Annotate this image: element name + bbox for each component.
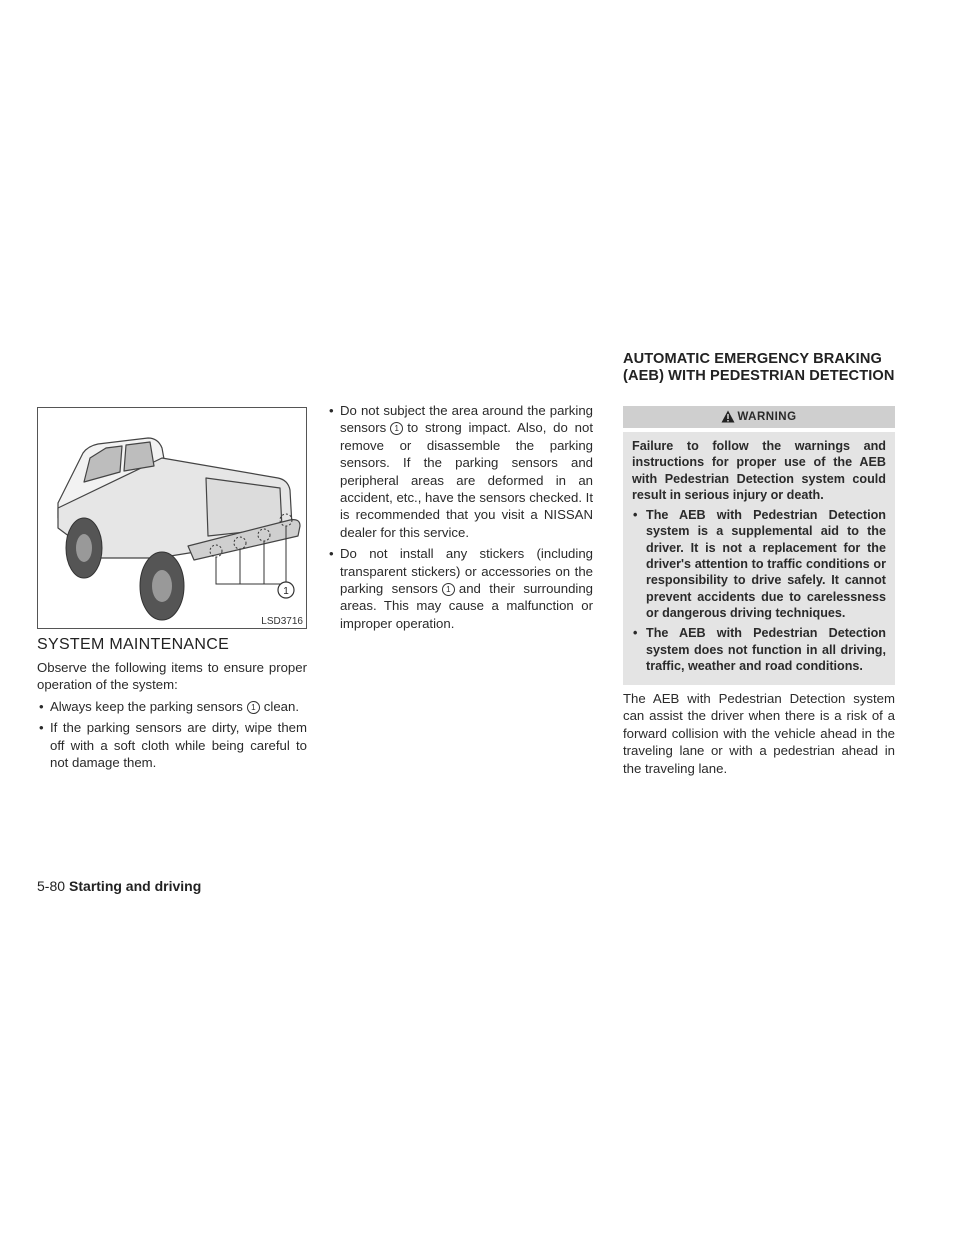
intro-paragraph: Observe the following items to ensure proper operation of the system:: [37, 660, 307, 693]
truck-illustration: [37, 407, 307, 629]
warning-header: [623, 406, 895, 428]
warning-box: [623, 432, 895, 685]
ref-number-icon: 1: [390, 422, 403, 435]
heading-line: (AEB) WITH PEDESTRIAN DETECTION: [623, 368, 895, 384]
aeb-heading: [623, 351, 894, 385]
heading-line: AUTOMATIC EMERGENCY BRAKING: [623, 351, 882, 367]
bullet-text: clean.: [263, 698, 299, 714]
list-item: • If the parking sensors are dirty, wipe them off with a soft cloth while being careful to not damage them.: [37, 719, 307, 771]
maintenance-list-continued: [327, 402, 593, 632]
aeb-description: The AEB with Pedestrian Detection system can assist the driver when there is a risk of a forward collision with the vehicle ahead in the traveling lane or with a pedestrian ahead in the traveling lane.: [623, 691, 895, 776]
figure-code: LSD3716: [261, 616, 303, 627]
warning-icon: [721, 410, 735, 423]
ref-number-icon: 1: [247, 701, 260, 714]
page-footer: [37, 878, 201, 894]
truck-drawing: [38, 408, 306, 628]
chapter-name: Starting and driving: [69, 878, 202, 894]
list-item: [327, 402, 593, 541]
warning-intro: Failure to follow the warnings and instructions for proper use of the AEB with Pedestrian Detection system could result in serious injury or death.: [632, 439, 886, 502]
bullet-text: and their surrounding areas. This may cause a malfunction or improper operation.: [340, 581, 594, 631]
section-title: SYSTEM MAINTENANCE: [37, 636, 230, 653]
page-number: 5-80: [37, 878, 66, 894]
list-item: [37, 698, 307, 715]
maintenance-list: [37, 698, 307, 772]
list-item: [327, 545, 593, 632]
bullet-text: Do not subject the area around the parking sensors: [340, 403, 593, 436]
bullet-text: Do not install any stickers (including transparent stickers) or accessories on the parking sensors: [340, 546, 593, 597]
warning-item: • The AEB with Pedestrian Detection system does not function in all driving, traffic, weather and road conditions.: [632, 625, 886, 674]
warning-label: WARNING: [737, 411, 797, 423]
warning-item: • The AEB with Pedestrian Detection system is a supplemental aid to the driver. It is not a replacement for the driver's attention to traffic conditions or responsibility to drive safely. It cannot prevent accidents due to carelessness or dangerous driving techniques.: [632, 507, 886, 621]
ref-number-icon: 1: [442, 583, 455, 596]
callout-number: 1: [283, 586, 289, 597]
left-column: [37, 659, 307, 771]
bullet-text: Always keep the parking sensors: [50, 698, 243, 714]
right-column-body: [623, 690, 895, 777]
warning-list: [632, 507, 886, 674]
bullet-text: to strong impact. Also, do not remove or disassemble the parking sensors. If the parking sensors and peripheral areas are deformed in an accident, etc., have the sensors checked. It is recommended that you visit a NISSAN dealer for this service.: [340, 420, 593, 540]
middle-column: [327, 402, 593, 632]
